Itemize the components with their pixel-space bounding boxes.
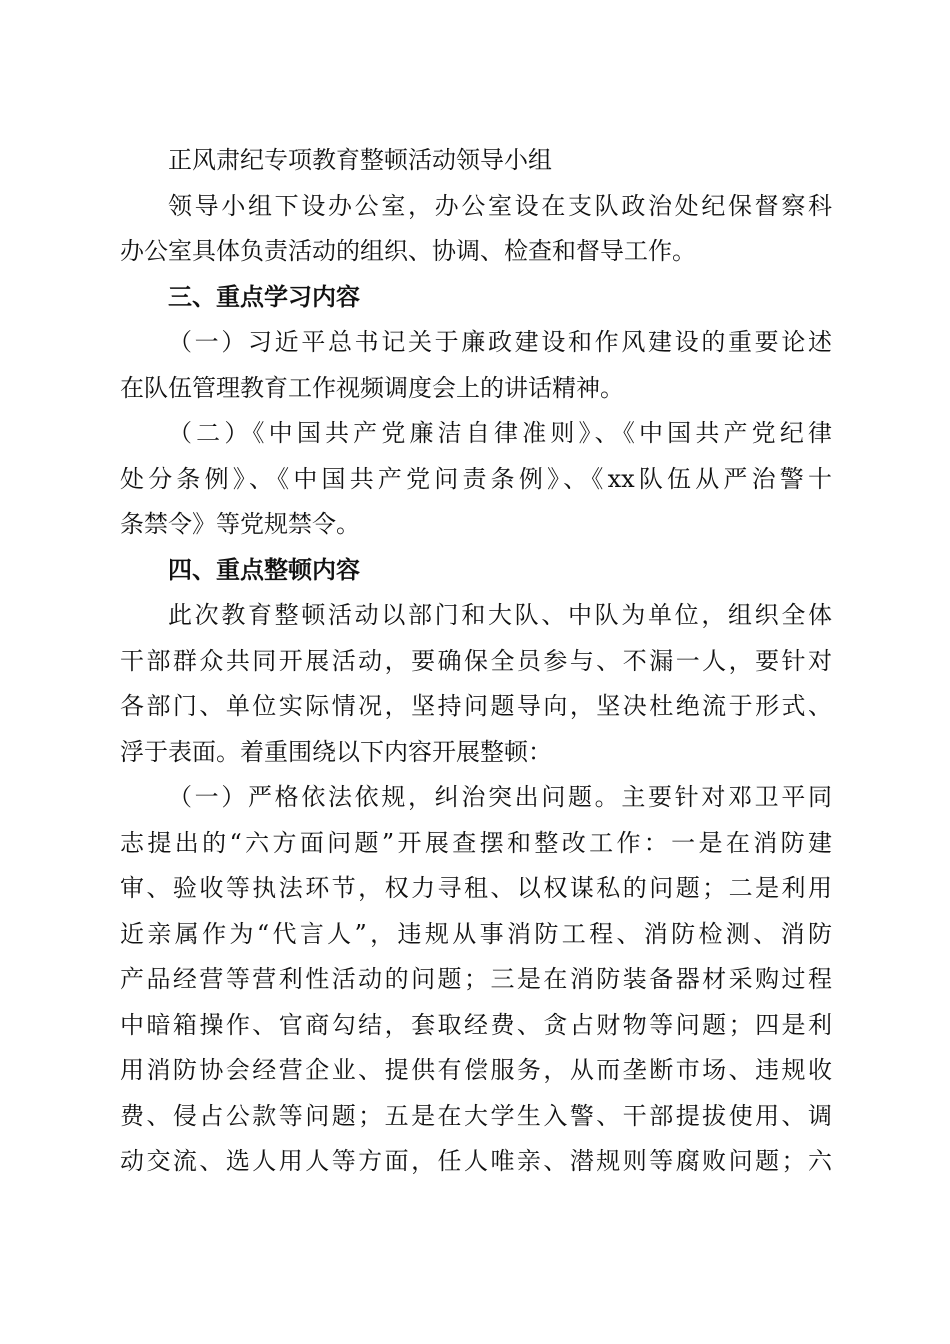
- paragraph-line-study-2c: 条禁令》等党规禁令。: [120, 510, 360, 538]
- paragraph-line-rectify-4: 浮于表面。着重围绕以下内容开展整顿：: [120, 737, 552, 766]
- paragraph-line-rectify-2: 干部群众共同开展活动，要确保全员参与、不漏一人，要针对: [120, 646, 832, 675]
- paragraph-line-rectify-1: 此次教育整顿活动以部门和大队、中队为单位，组织全体: [168, 601, 832, 629]
- paragraph-line-problems-3: 审、验收等执法环节，权力寻租、以权谋私的问题；二是利用: [120, 874, 832, 902]
- paragraph-line-problems-9: 动交流、选人用人等方面，任人唯亲、潜规则等腐败问题；六: [120, 1147, 832, 1175]
- paragraph-line-problems-8: 费、侵占公款等问题；五是在大学生入警、干部提拔使用、调: [120, 1101, 832, 1130]
- paragraph-line-problems-2: 志提出的“六方面问题”开展查摆和整改工作：一是在消防建: [120, 828, 832, 857]
- section-heading-rectify: 四、重点整顿内容: [168, 555, 360, 584]
- paragraph-line-office-2: 办公室具体负责活动的组织、协调、检查和督导工作。: [120, 237, 696, 265]
- paragraph-line-study-1b: 在队伍管理教育工作视频调度会上的讲话精神。: [120, 373, 624, 402]
- paragraph-line-study-1a: （一）习近平总书记关于廉政建设和作风建设的重要论述: [168, 328, 832, 356]
- paragraph-line-rectify-3: 各部门、单位实际情况，坚持问题导向，坚决杜绝流于形式、: [120, 692, 832, 720]
- paragraph-line-study-2a: （二）《中国共产党廉洁自律准则》、《中国共产党纪律: [168, 419, 832, 447]
- paragraph-line-problems-6: 中暗箱操作、官商勾结，套取经费、贪占财物等问题；四是利: [120, 1010, 832, 1039]
- section-heading-study: 三、重点学习内容: [168, 282, 360, 311]
- paragraph-line-leading-group: 正风肃纪专项教育整顿活动领导小组: [168, 146, 552, 174]
- paragraph-line-problems-1: （一）严格依法依规，纠治突出问题。主要针对邓卫平同: [168, 783, 832, 811]
- paragraph-line-problems-7: 用消防协会经营企业、提供有偿服务，从而垄断市场、违规收: [120, 1056, 832, 1084]
- document-body: [120, 138, 832, 1185]
- paragraph-line-problems-4: 近亲属作为“代言人”，违规从事消防工程、消防检测、消防: [120, 919, 832, 948]
- paragraph-line-study-2b: 处分条例》、《中国共产党问责条例》、《xx队伍从严治警十: [120, 464, 832, 493]
- paragraph-line-problems-5: 产品经营等营利性活动的问题；三是在消防装备器材采购过程: [120, 965, 832, 993]
- paragraph-line-office-1: 领导小组下设办公室，办公室设在支队政治处纪保督察科: [168, 191, 832, 220]
